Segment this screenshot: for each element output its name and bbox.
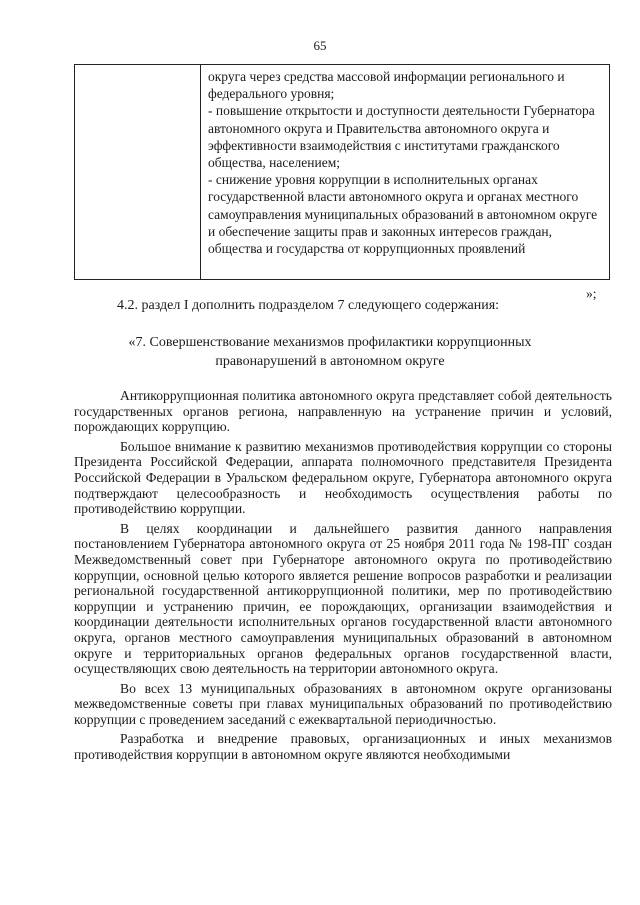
closing-quote: »; bbox=[586, 286, 597, 301]
paragraph: В целях координации и дальнейшего развития данного направления постановлением Губернатора автономного округа от 25 ноября 2011 года № 198-ПГ создан Межведомственный совет при Губернаторе автономного округа по противодействию коррупции, основной целью которого является решение вопросов разработки и реализации региональной государственной антикоррупционной политики, мер по противодействию коррупции и устранению причин, ее порождающих, организации взаимодействия и координации деятельности исполнительных органов государственной власти автономного округа, органов местного самоуправления муниципальных образований в автономном округе и территориальных органов федеральных органов государственной власти, осуществляющих свою деятельность на территории автономного округа. bbox=[74, 520, 612, 677]
table-left-cell bbox=[75, 65, 201, 279]
heading-line-2: правонарушений в автономном округе bbox=[215, 354, 445, 369]
table-line: округа через средства массовой информации регионального и федерального уровня; bbox=[208, 69, 565, 102]
subsection-intro: 4.2. раздел I дополнить подразделом 7 следующего содержания: bbox=[117, 298, 500, 313]
paragraph: Антикоррупционная политика автономного округа представляет собой деятельность государственных органов региона, направленную на устранение причин и условий, порождающих коррупцию. bbox=[74, 388, 612, 435]
page-number: 65 bbox=[313, 38, 327, 53]
paragraph: Большое внимание к развитию механизмов противодействия коррупции со стороны Президента Российской Федерации, аппарата полномочного представителя Президента Российской Федерации в Уральском федеральном округе, Губернатора автономного округа подтверждают целесообразность и необходимость осуществления работы по противодействию коррупции. bbox=[74, 438, 612, 517]
continuation-table bbox=[74, 64, 610, 280]
body-text bbox=[74, 388, 612, 767]
table-right-cell bbox=[201, 65, 609, 279]
paragraph: Разработка и внедрение правовых, организационных и иных механизмов противодействия коррупции в автономном округе являются необходимыми bbox=[74, 731, 612, 763]
paragraph: Во всех 13 муниципальных образованиях в автономном округе организованы межведомственные советы при главах муниципальных образований по противодействию коррупции с проведением заседаний с ежеквартальной периодичностью. bbox=[74, 680, 612, 727]
section-heading bbox=[110, 333, 550, 371]
table-line: - снижение уровня коррупции в исполнительных органах государственной власти автономного округа и органах местного самоуправления муниципальных образований в автономном округе и обеспечение защиты прав и законных интересов граждан, общества и государства от коррупционных проявлений bbox=[208, 172, 598, 257]
heading-line-1: «7. Совершенствование механизмов профилактики коррупционных bbox=[128, 335, 532, 350]
table-line: - повышение открытости и доступности деятельности Губернатора автономного округа и Правительства автономного округа и эффективности взаимодействия с институтами гражданского общества, населением; bbox=[208, 103, 595, 171]
